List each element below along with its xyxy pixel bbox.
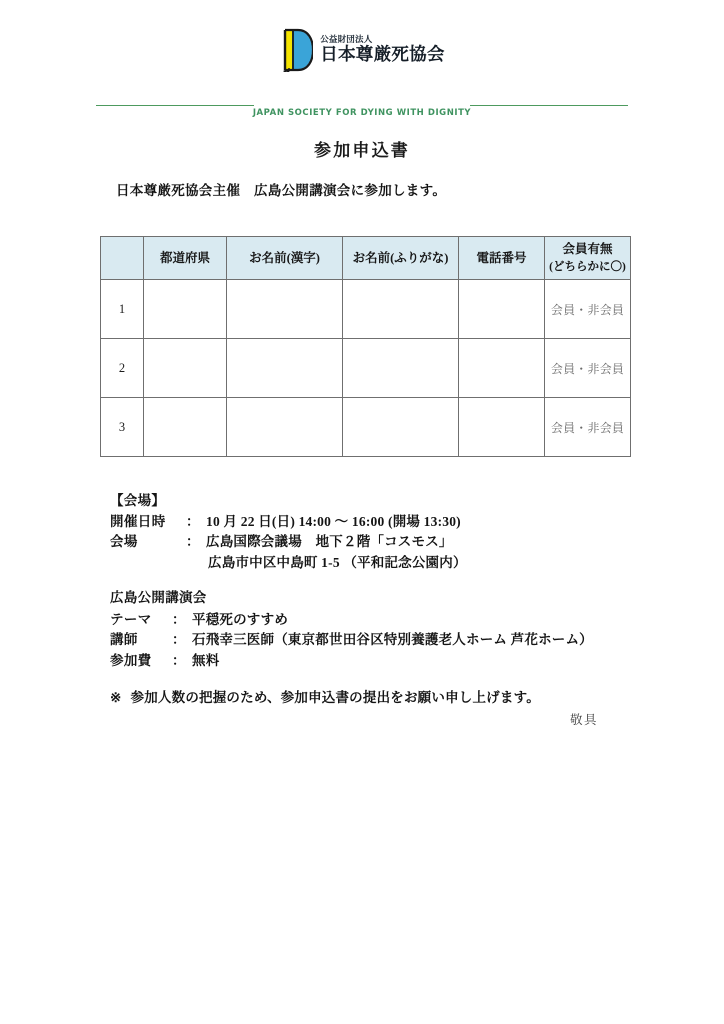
membership-header-main: 会員有無 (562, 242, 613, 256)
lecture-theme-colon: ： (172, 611, 186, 627)
table-row (101, 280, 631, 339)
column-header-membership (545, 237, 631, 280)
lecture-theme-row (110, 613, 670, 627)
intro-statement: 日本尊厳死協会主催 広島公開講演会に参加します。 (116, 183, 447, 198)
venue-place-row (110, 535, 670, 549)
lecture-section (110, 591, 670, 667)
applicant-table-head (101, 237, 631, 280)
input-cell-prefecture-3[interactable] (144, 398, 227, 457)
venue-address: 広島市中区中島町 1-5 （平和記念公園内） (208, 554, 467, 570)
venue-section-heading: 【会場】 (110, 493, 166, 508)
note-text: 参加人数の把握のため、参加申込書の提出をお願い申し上げます。 (130, 690, 540, 705)
column-header-phone: 電話番号 (459, 237, 545, 280)
table-header-row (101, 237, 631, 280)
input-cell-phone-2[interactable] (459, 339, 545, 398)
input-cell-prefecture-1[interactable] (144, 280, 227, 339)
letter-d-logo-icon (279, 28, 313, 72)
applicant-table-body (101, 280, 631, 457)
venue-place-label: 会場 (110, 534, 138, 549)
letterhead-rule-left (96, 105, 254, 106)
input-cell-prefecture-2[interactable] (144, 339, 227, 398)
lecture-title: 広島公開講演会 (110, 590, 207, 605)
page-title: 参加申込書 (314, 141, 410, 160)
input-cell-name-kana-2[interactable] (343, 339, 459, 398)
lecture-theme-label: テーマ (110, 611, 152, 627)
input-cell-phone-1[interactable] (459, 280, 545, 339)
note-mark-icon: ※ (110, 690, 122, 705)
lecture-fee-value: 無料 (192, 652, 220, 668)
applicant-table (100, 236, 631, 457)
membership-header-sub: (どちらかに〇) (549, 260, 626, 273)
organization-tagline: JAPAN SOCIETY FOR DYING WITH DIGNITY (252, 108, 472, 118)
venue-place-colon: ： (186, 534, 200, 549)
organization-kind: 公益財団法人 (320, 34, 373, 45)
row-index-2: 2 (101, 339, 144, 398)
venue-datetime-value: 10 月 22 日(日) 14:00 ～ 16:00 (開場 13:30) (206, 513, 461, 529)
table-row (101, 339, 631, 398)
logo-name-stack (320, 36, 445, 65)
organization-logo-block (0, 28, 724, 77)
organization-name: 日本尊厳死協会 (320, 45, 445, 65)
lecture-speaker-label: 講師 (110, 632, 138, 647)
event-details (110, 494, 670, 705)
row-index-1: 1 (101, 280, 144, 339)
letterhead-rule-right (470, 105, 628, 106)
venue-datetime-colon: ： (186, 513, 200, 529)
input-cell-phone-3[interactable] (459, 398, 545, 457)
input-cell-name-kanji-2[interactable] (227, 339, 343, 398)
row-index-3: 3 (101, 398, 144, 457)
lecture-theme-value: 平穏死のすすめ (192, 611, 289, 627)
logo-row (279, 28, 445, 72)
column-header-name-kanji: お名前(漢字) (227, 237, 343, 280)
lecture-fee-row (110, 654, 670, 668)
input-cell-name-kana-3[interactable] (343, 398, 459, 457)
submission-note (110, 691, 670, 705)
closing-salutation: 敬具 (569, 713, 598, 727)
input-cell-name-kanji-1[interactable] (227, 280, 343, 339)
lecture-fee-colon: ： (172, 652, 186, 668)
membership-choice-3[interactable]: 会員・非会員 (545, 398, 631, 457)
membership-choice-2[interactable]: 会員・非会員 (545, 339, 631, 398)
lecture-speaker-colon: ： (172, 632, 186, 647)
venue-datetime-label: 開催日時 (110, 513, 166, 529)
column-header-index (101, 237, 144, 280)
input-cell-name-kana-1[interactable] (343, 280, 459, 339)
lecture-speaker-row (110, 633, 670, 647)
membership-header-stack (545, 240, 630, 276)
lecture-fee-label: 参加費 (110, 652, 152, 668)
lecture-speaker-value: 石飛幸三医師（東京都世田谷区特別養護老人ホーム 芦花ホーム） (192, 632, 593, 647)
input-cell-name-kanji-3[interactable] (227, 398, 343, 457)
table-row (101, 398, 631, 457)
membership-choice-1[interactable]: 会員・非会員 (545, 280, 631, 339)
venue-place-value: 広島国際会議場 地下２階「コスモス」 (206, 534, 453, 549)
column-header-prefecture: 都道府県 (144, 237, 227, 280)
letterhead (0, 28, 724, 118)
column-header-name-kana: お名前(ふりがな) (343, 237, 459, 280)
venue-datetime-row (110, 515, 670, 529)
